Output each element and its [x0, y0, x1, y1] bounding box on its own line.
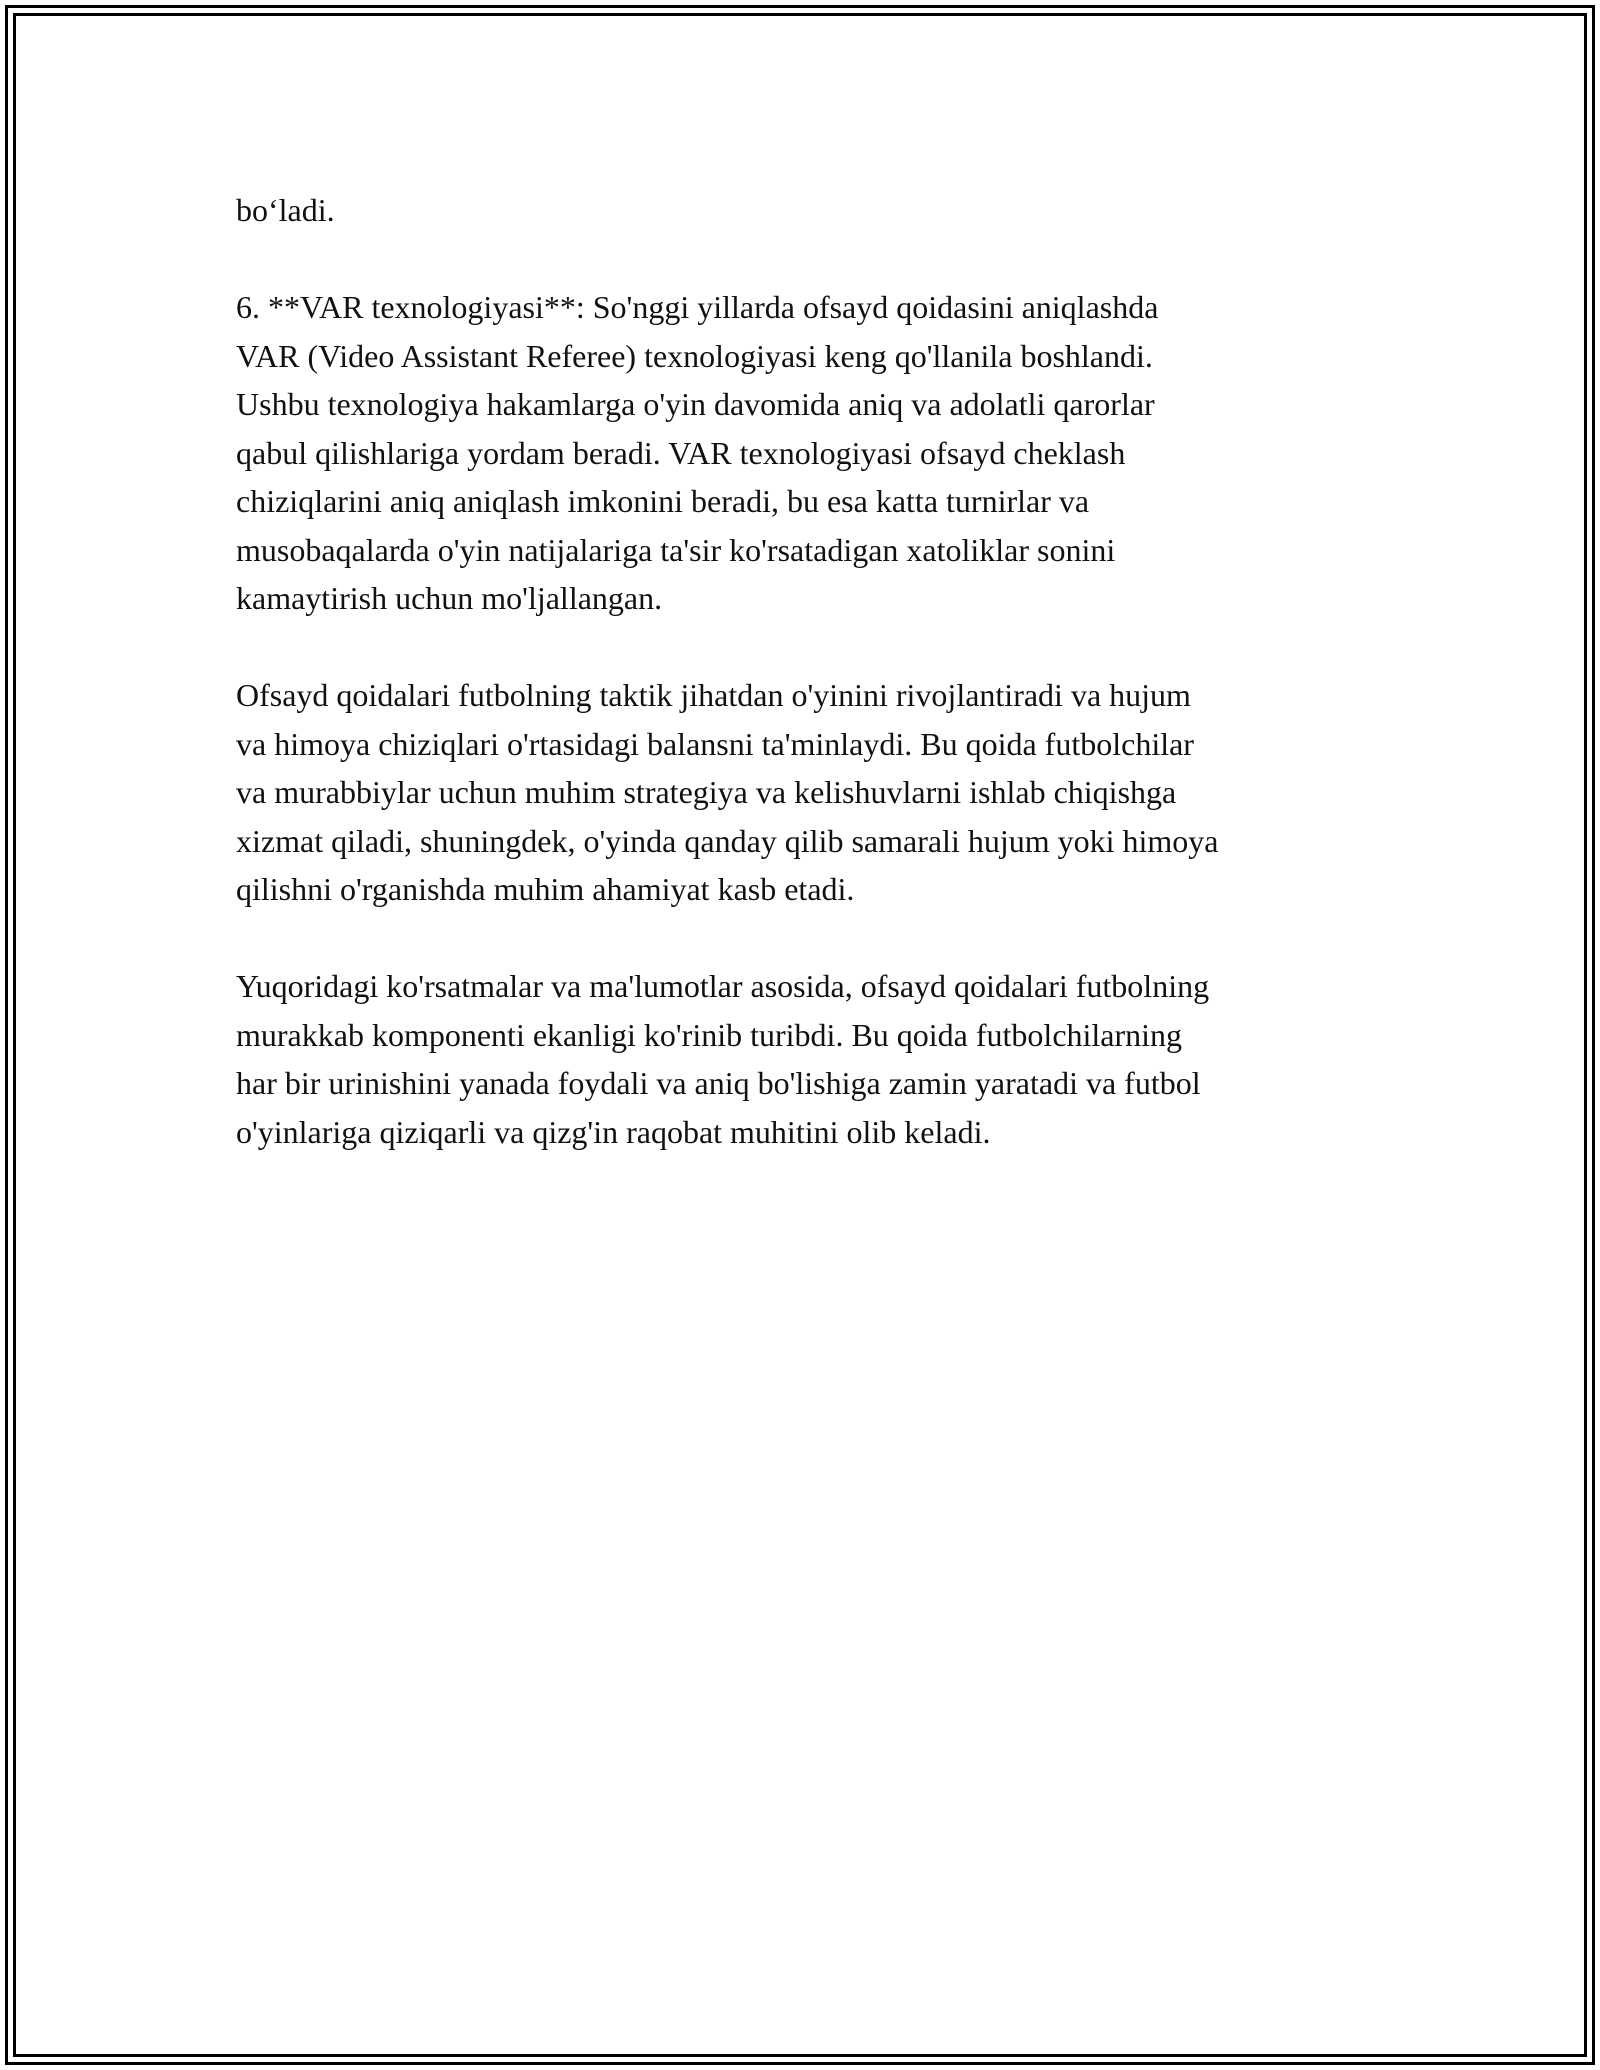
paragraph-conclusion: Yuqoridagi ko'rsatmalar va ma'lumotlar asosida, ofsayd qoidalari futbolning murakkab komponenti ekanligi ko'rinib turibdi. Bu qoida futbolchilarning har bir urinishini yanada foydali va aniq bo'lishiga zamin yaratadi va futbol o'yinlariga qiziqarli va qizg'in raqobat muhitini olib keladi. [236, 968, 1210, 1150]
paragraph-offside-tactics: Ofsayd qoidalari futbolning taktik jihatdan o'yinini rivojlantiradi va hujum va himoya chiziqlari o'rtasidagi balansni ta'minlaydi. Bu qoida futbolchilar va murabbiylar uchun muhim strategiya va kelishuvlarni ishlab chiqishga xizmat qiladi, shuningdek, o'yinda qanday qilib samarali hujum yoki himoya qilishni o'rganishda muhim ahamiyat kasb etadi. [236, 677, 1219, 907]
paragraph-continuation: bo‘ladi. [236, 192, 335, 228]
document-body [236, 186, 1386, 1205]
paragraph-var-technology: 6. **VAR texnologiyasi**: So'nggi yillarda ofsayd qoidasini aniqlashda VAR (Video Assistant Referee) texnologiyasi keng qo'llanila boshlandi. Ushbu texnologiya hakamlarga o'yin davomida aniq va adolatli qarorlar qabul qilishlariga yordam beradi. VAR texnologiyasi ofsayd cheklash chiziqlarini aniq aniqlash imkonini beradi, bu esa katta turnirlar va musobaqalarda o'yin natijalariga ta'sir ko'rsatadigan xatoliklar sonini kamaytirish uchun mo'ljallangan. [236, 289, 1159, 616]
